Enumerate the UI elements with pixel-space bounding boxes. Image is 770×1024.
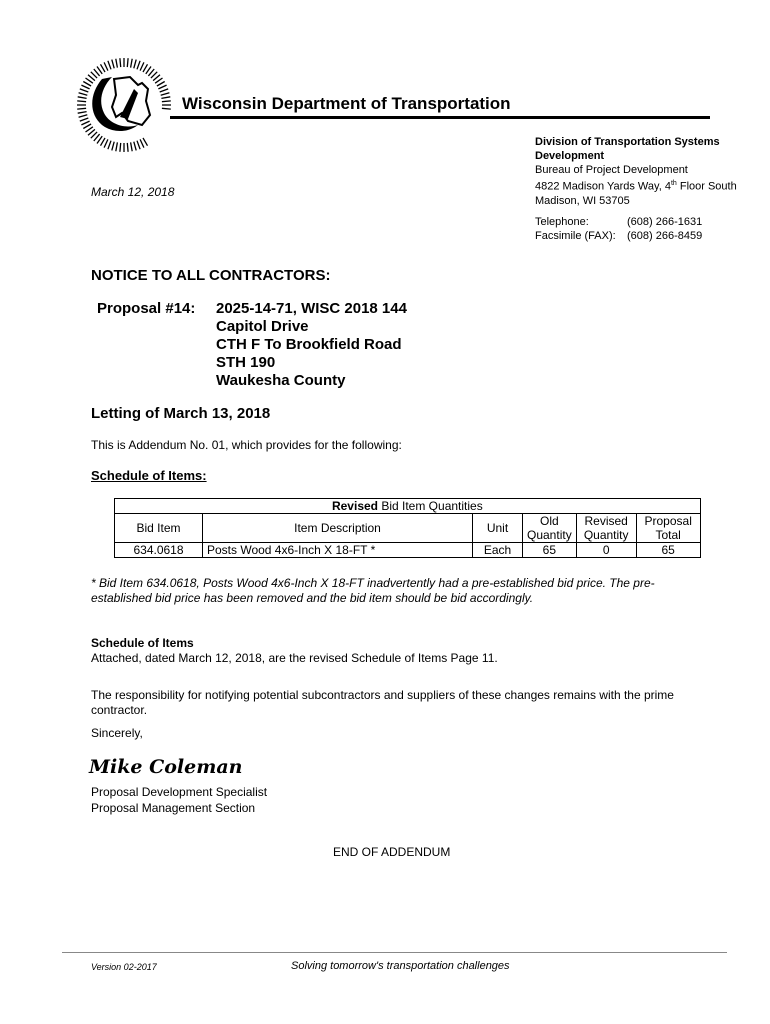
logo-ray [81, 85, 89, 89]
end-of-addendum: END OF ADDENDUM [333, 845, 451, 859]
logo-ray [104, 62, 108, 70]
header-revised-quantity: Revised Quantity [576, 514, 636, 543]
address-line: 4822 Madison Yards Way, 4th Floor South [535, 180, 737, 193]
division-block [535, 135, 737, 208]
cell-description: Posts Wood 4x6-Inch X 18-FT * [203, 543, 473, 558]
logo-ray [78, 97, 87, 99]
logo-ray [134, 142, 136, 151]
proposal-line: CTH F To Brookfield Road [216, 336, 402, 353]
wisdot-logo [68, 55, 180, 155]
logo-ray [112, 142, 114, 151]
signer-section: Proposal Management Section [91, 801, 256, 815]
logo-ray [120, 58, 121, 67]
logo-ray [134, 60, 136, 69]
notice-title: NOTICE TO ALL CONTRACTORS: [91, 267, 331, 284]
cell-revised-quantity: 0 [576, 543, 636, 558]
proposal-line: 2025-14-71, WISC 2018 144 [216, 300, 407, 317]
logo-ray [162, 108, 171, 109]
closing: Sincerely, [91, 726, 143, 740]
division-name: Division of Transportation Systems Development [535, 136, 720, 162]
bid-quantities-table [114, 498, 701, 558]
logo-ray [137, 61, 140, 70]
signature: Mike Coleman [89, 756, 243, 778]
bureau-name: Bureau of Project Development [535, 164, 688, 176]
logo-ray [160, 89, 169, 92]
logo-ray [79, 93, 88, 95]
soi-title: Schedule of Items [91, 636, 194, 650]
logo-ray [78, 112, 87, 114]
logo-ray [120, 143, 121, 152]
header-rule [170, 116, 710, 119]
header-description: Item Description [203, 514, 473, 543]
logo-ray [131, 142, 133, 151]
logo-ray [116, 142, 118, 151]
contact-block [535, 215, 702, 243]
schedule-heading: Schedule of Items: [91, 468, 207, 483]
header-unit: Unit [473, 514, 523, 543]
logo-rays [77, 58, 171, 152]
city-line: Madison, WI 53705 [535, 194, 630, 207]
logo-ray [143, 138, 148, 146]
cell-proposal-total: 65 [636, 543, 700, 558]
proposal-label: Proposal #14: [97, 300, 196, 317]
responsibility-text: The responsibility for notifying potential subcontractors and suppliers of these changes remains with the prime contractor. [91, 688, 674, 717]
logo-ray [143, 64, 148, 72]
logo-ray [112, 60, 114, 69]
logo-arrow [120, 89, 138, 119]
logo-ray [137, 141, 140, 150]
logo-ray [77, 101, 86, 102]
version-label: Version 02-2017 [91, 962, 157, 972]
cell-old-quantity: 65 [523, 543, 577, 558]
logo-ray [116, 59, 118, 68]
footer-rule [62, 952, 727, 953]
cell-unit: Each [473, 543, 523, 558]
logo-ray [161, 97, 170, 99]
header-bid-item: Bid Item [115, 514, 203, 543]
proposal-details [216, 300, 407, 390]
soi-text: Attached, dated March 12, 2018, are the revised Schedule of Items Page 11. [91, 651, 498, 665]
logo-ray [127, 58, 128, 67]
logo-ray [157, 82, 165, 87]
table-title-row [115, 499, 701, 514]
proposal-line: Waukesha County [216, 372, 346, 389]
logo-ray [161, 93, 170, 95]
signer-block [91, 784, 267, 816]
logo-ray [83, 82, 91, 87]
logo-ray [127, 143, 128, 152]
proposal-line: STH 190 [216, 354, 276, 371]
footer-tagline: Solving tomorrow's transportation challenges [291, 960, 510, 972]
proposal-line: Capitol Drive [216, 318, 309, 335]
fax-line: Facsimile (FAX): (608) 266-8459 [535, 230, 703, 242]
logo-ray [80, 89, 89, 92]
table-footnote: * Bid Item 634.0618, Posts Wood 4x6-Inch X 18-FT inadvertently had a pre-established bid price. The pre-established bid price has been removed and the bid item should be bid accordingly. [91, 576, 655, 605]
logo-ray [77, 108, 86, 109]
telephone-line: Telephone: (608) 266-1631 [535, 216, 703, 228]
logo-ray [140, 62, 144, 70]
header-old-quantity: Old Quantity [523, 514, 577, 543]
logo-ray [108, 141, 111, 150]
logo-ray [83, 124, 91, 129]
logo-ray [81, 121, 89, 125]
table-header-row [115, 514, 701, 543]
logo-ray [162, 101, 171, 102]
table-row [115, 543, 701, 558]
letter-date: March 12, 2018 [91, 185, 175, 199]
logo-ray [101, 64, 106, 72]
intro-text: This is Addendum No. 01, which provides for the following: [91, 438, 402, 452]
logo-ray [158, 85, 166, 89]
cell-bid-item: 634.0618 [115, 543, 203, 558]
logo-ray [108, 61, 111, 70]
logo-ray [104, 139, 108, 147]
logo-ray [79, 115, 88, 117]
agency-name: Wisconsin Department of Transportation [182, 94, 511, 113]
logo-ray [80, 118, 89, 121]
header-proposal-total: Proposal Total [636, 514, 700, 543]
logo-ray [101, 138, 106, 146]
table-title: Revised Bid Item Quantities [115, 499, 701, 514]
logo-ray [140, 139, 144, 147]
letting-date: Letting of March 13, 2018 [91, 405, 271, 422]
signer-title: Proposal Development Specialist [91, 785, 268, 799]
logo-ray [131, 59, 133, 68]
